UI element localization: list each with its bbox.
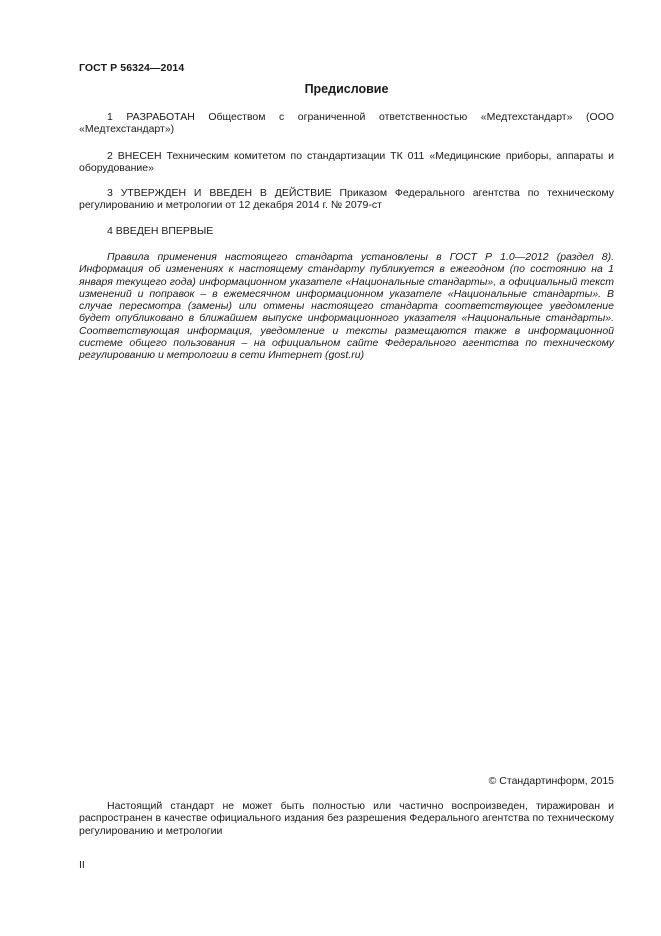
item-developed: 1 РАЗРАБОТАН Обществом с ограниченной ответственностью «Медтехстандарт» (ООО «Медтехстандарт») (79, 111, 614, 136)
page-title: Предисловие (304, 82, 389, 96)
copyright: © Стандартинформ, 2015 (488, 775, 614, 787)
item-first-introduced: 4 ВВЕДЕН ВПЕРВЫЕ (107, 225, 214, 237)
item-introduced: 2 ВНЕСЕН Техническим комитетом по стандартизации ТК 011 «Медицинские приборы, аппараты и оборудование» (79, 150, 614, 175)
rules-note: Правила применения настоящего стандарта установлены в ГОСТ Р 1.0—2012 (раздел 8). Информация об изменениях к настоящему стандарту публикуется в ежегодном (по состоянию на 1 января текущего года) информационном указателе «Национальные стандарты», а официальный текст изменений и поправок – в ежемесячном информационном указателе «Национальные стандарты». В случае пересмотра (замены) или отмены настоящего стандарта соответствующее уведомление будет опубликовано в ближайшем выпуске информационного указателя «Национальные стандарты». Соответствующая информация, уведомление и тексты размещаются также в информационной системе общего пользования – на официальном сайте Федерального агентства по техническому регулированию и метрологии в сети Интернет (gost.ru) (79, 251, 614, 362)
reproduction-notice: Настоящий стандарт не может быть полностью или частично воспроизведен, тиражирован и распространен в качестве официального издания без разрешения Федерального агентства по техническому регулированию и метрологии (79, 800, 614, 837)
page-number: II (79, 859, 85, 871)
item-approved: 3 УТВЕРЖДЕН И ВВЕДЕН В ДЕЙСТВИЕ Приказом Федерального агентства по техническому регулированию и метрологии от 12 декабря 2014 г. № 2079-ст (79, 187, 614, 212)
standard-code-header: ГОСТ Р 56324—2014 (79, 62, 185, 74)
